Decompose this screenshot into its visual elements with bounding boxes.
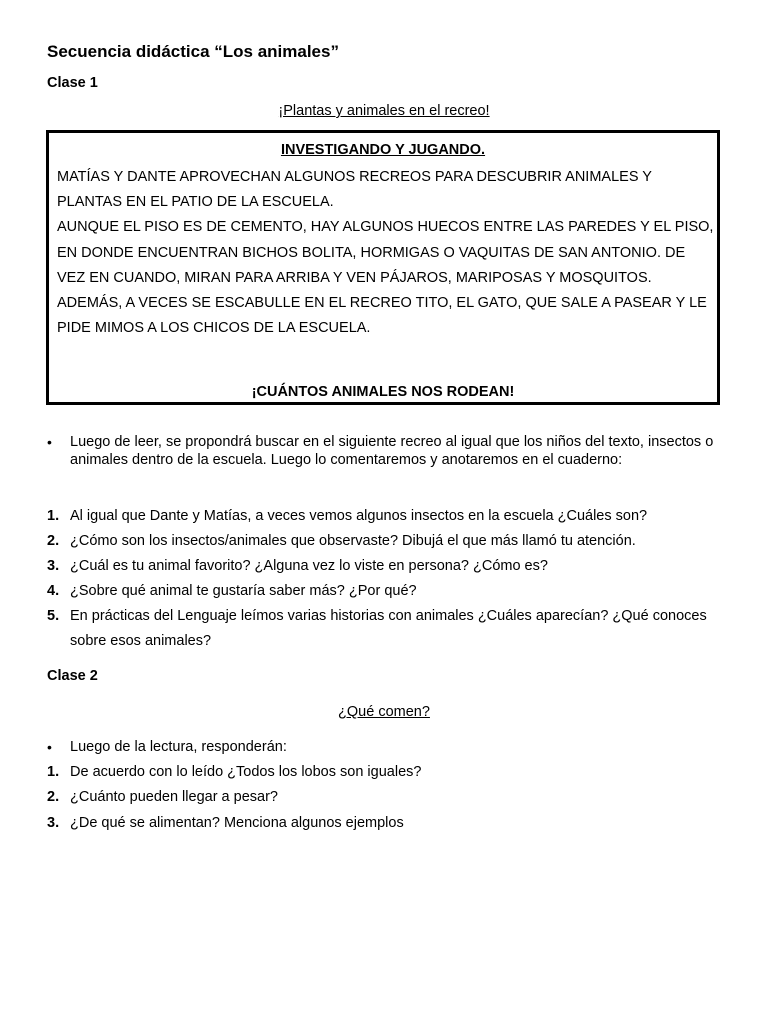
question-number: 4.: [47, 583, 60, 599]
class-1-question-5: [47, 604, 719, 654]
bullet-dot-icon: •: [47, 434, 52, 450]
class-1-question-4: [47, 579, 719, 604]
question-number: 2.: [47, 533, 60, 549]
class-2-question-2: [47, 785, 719, 810]
bullet-text: Luego de la lectura, responderán:: [70, 739, 287, 755]
class-2-heading: Clase 2: [47, 668, 98, 684]
question-number: 3.: [47, 815, 60, 831]
question-text: ¿De qué se alimentan? Menciona algunos ejemplos: [70, 815, 404, 831]
question-number: 5.: [47, 608, 60, 624]
question-number: 1.: [47, 508, 60, 524]
document-title: Secuencia didáctica “Los animales”: [47, 42, 339, 61]
bullet-text: Luego de leer, se propondrá buscar en el siguiente recreo al igual que los niños del texto, insectos o animales dentro de la escuela. Luego lo comentaremos y anotaremos en el cuaderno:: [70, 434, 714, 468]
class-1-question-1: [47, 504, 719, 529]
question-text: Al igual que Dante y Matías, a veces vemos algunos insectos en la escuela ¿Cuáles son?: [70, 508, 648, 524]
bullet-dot-icon: •: [47, 739, 52, 755]
question-text: De acuerdo con lo leído ¿Todos los lobos son iguales?: [70, 764, 422, 780]
question-text: ¿Cuánto pueden llegar a pesar?: [70, 789, 278, 805]
question-text: ¿Cómo son los insectos/animales que observaste? Dibujá el que más llamó tu atención.: [70, 533, 636, 549]
question-number: 2.: [47, 789, 60, 805]
question-text: En prácticas del Lenguaje leímos varias historias con animales ¿Cuáles aparecían? ¿Qué conoces sobre esos animales?: [70, 608, 707, 649]
story-closing: ¡CUÁNTOS ANIMALES NOS RODEAN!: [251, 384, 515, 400]
question-number: 3.: [47, 558, 60, 574]
story-paragraph: ADEMÁS, A VECES SE ESCABULLE EN EL RECREO TITO, EL GATO, QUE SALE A PASEAR Y LE PIDE MIMOS A LOS CHICOS DE LA ESCUELA.: [57, 295, 707, 337]
class-2-subtitle: ¿Qué comen?: [338, 704, 430, 720]
question-text: ¿Cuál es tu animal favorito? ¿Alguna vez lo viste en persona? ¿Cómo es?: [70, 558, 548, 574]
story-heading: INVESTIGANDO Y JUGANDO.: [280, 142, 486, 158]
class-2-question-3: [47, 811, 719, 836]
class-1-question-2: [47, 529, 719, 554]
question-text: ¿Sobre qué animal te gustaría saber más? ¿Por qué?: [70, 583, 417, 599]
class-2-question-1: [47, 760, 719, 785]
story-body: [57, 165, 717, 341]
story-paragraph: MATÍAS Y DANTE APROVECHAN ALGUNOS RECREOS PARA DESCUBRIR ANIMALES Y PLANTAS EN EL PATIO DE LA ESCUELA.: [57, 169, 652, 211]
question-number: 1.: [47, 764, 60, 780]
class-1-subtitle: ¡Plantas y animales en el recreo!: [278, 103, 490, 119]
class-2-bullet-item: [47, 739, 719, 757]
class-1-bullet-item: [47, 434, 719, 469]
story-paragraph: AUNQUE EL PISO ES DE CEMENTO, HAY ALGUNOS HUECOS ENTRE LAS PAREDES Y EL PISO, EN DONDE ENCUENTRAN BICHOS BOLITA, HORMIGAS O VAQUITAS DE SAN ANTONIO. DE VEZ EN CUANDO, MIRAN PARA ARRIBA Y VEN PÁJAROS, MARIPOSAS Y MOSQUITOS.: [57, 219, 714, 286]
story-box: [46, 130, 720, 405]
class-1-question-3: [47, 554, 719, 579]
class-1-heading: Clase 1: [47, 75, 98, 91]
